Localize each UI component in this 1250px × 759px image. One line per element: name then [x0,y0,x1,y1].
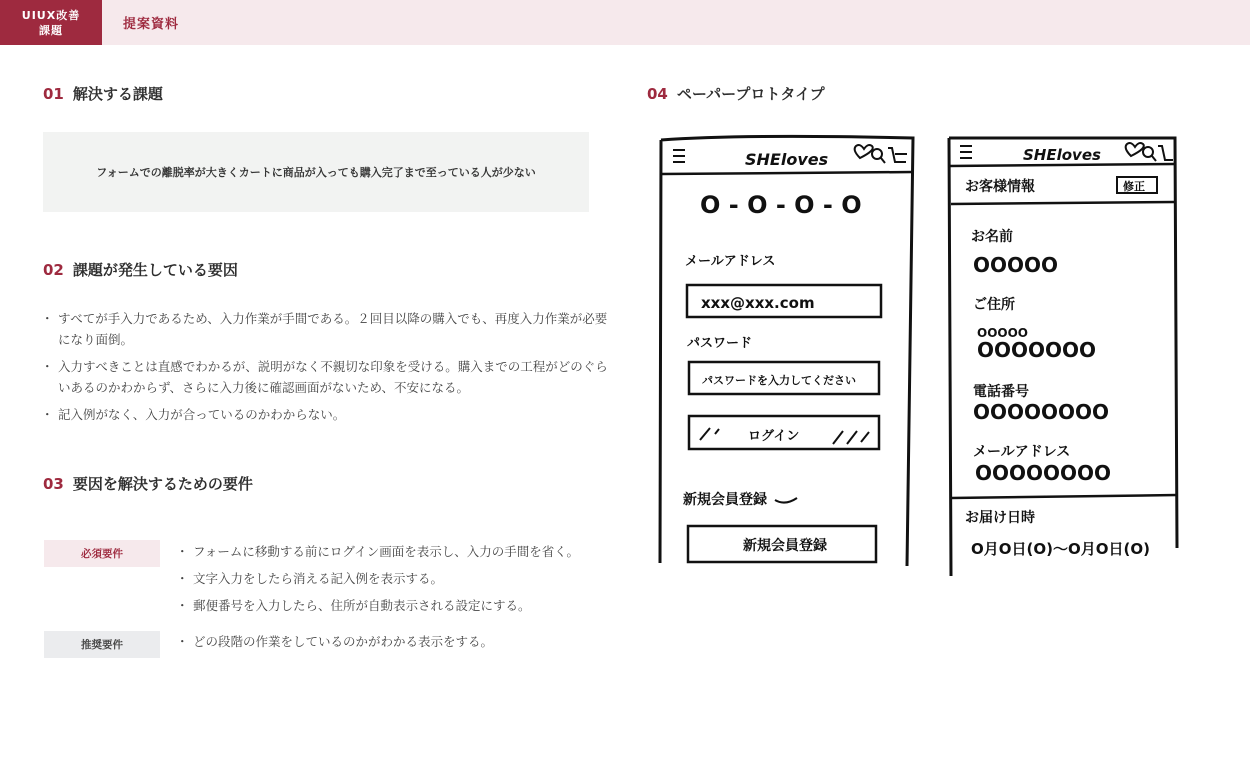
name-value: OOOOO [973,253,1059,277]
document-title: 提案資料 [123,17,180,32]
address-zip: OOOOO [977,326,1029,340]
address-label: ご住所 [973,297,1015,313]
section-title: お客様情報 [965,179,1035,195]
delivery-label: お届け日時 [965,510,1035,526]
recommended-label: 推奨要件 [44,631,160,658]
heart-icon [855,145,873,158]
cart-icon [1158,146,1173,160]
cause-item: ・ すべてが手入力であるため、入力作業が手間である。２回目以降の購入でも、再度入力作業が必要になり面倒。 [43,308,608,350]
brand-logo: SHEloves [1023,146,1101,164]
section-number: 01 [43,85,64,103]
required-item: ・ 文字入力をしたら消える記入例を表示する。 [178,565,579,592]
cause-item: ・ 記入例がなく、入力が合っているのかわからない。 [43,404,608,425]
recommended-list [178,628,493,655]
address-value: OOOOOOO [977,338,1097,362]
phone-value: OOOOOOOO [973,400,1110,424]
email-label: メールアドレス [685,254,776,269]
required-label: 必須要件 [44,540,160,567]
section-title: 要因を解決するための要件 [72,475,253,493]
menu-icon [960,146,972,158]
problem-statement: フォームでの離脱率が大きくカートに商品が入っても購入完了まで至っている人が少ない [96,166,536,179]
password-placeholder: パスワードを入力してください [702,374,856,387]
problem-statement-box [43,132,589,212]
search-icon [1143,147,1156,161]
password-label: パスワード [687,336,753,351]
required-item: ・ フォームに移動する前にログイン画面を表示し、入力の手間を省く。 [178,538,579,565]
section-03-heading [43,473,253,494]
section-04-heading [647,83,825,104]
section-title: 課題が発生している要因 [72,261,238,279]
delivery-value: O月O日(O)〜O月O日(O) [971,540,1150,558]
brand-logo: SHEloves [745,150,829,169]
register-label: 新規会員登録 [683,492,767,508]
email-value: OOOOOOOO [975,461,1112,485]
login-button-label: ログイン [748,429,800,444]
cause-item: ・ 入力すべきことは直感でわかるが、説明がなく不親切な印象を受ける。購入までの工程がどのぐらいあるのかわからず、さらに入力後に確認画面がないため、不安になる。 [43,356,608,398]
top-bar [0,0,1250,45]
cart-icon [888,148,907,162]
search-icon [872,149,885,163]
heart-icon [1126,143,1144,156]
name-label: お名前 [971,229,1013,245]
email-value: xxx@xxx.com [701,294,815,312]
cause-list [43,308,608,431]
phone-label: 電話番号 [973,384,1029,400]
section-number: 02 [43,261,64,279]
section-number: 03 [43,475,64,493]
edit-button-label: 修正 [1123,180,1145,193]
category-badge [0,0,102,45]
step-indicator: O - O - O - O [700,191,862,219]
paper-prototype-login [655,128,920,573]
section-02-heading [43,259,238,280]
required-list [178,538,579,619]
section-title: 解決する課題 [72,85,163,103]
menu-icon [673,150,685,162]
badge-line-1: UIUX改善 [21,8,81,22]
recommended-item: ・ どの段階の作業をしているのかがわかる表示をする。 [178,628,493,655]
email-label: メールアドレス [973,444,1071,460]
register-button-label: 新規会員登録 [743,538,827,554]
section-01-heading [43,83,163,104]
paper-prototype-customer-info [943,128,1188,583]
section-title: ペーパープロトタイプ [676,85,825,103]
required-item: ・ 郵便番号を入力したら、住所が自動表示される設定にする。 [178,592,579,619]
section-number: 04 [647,85,668,103]
badge-line-2: 課題 [39,23,63,37]
